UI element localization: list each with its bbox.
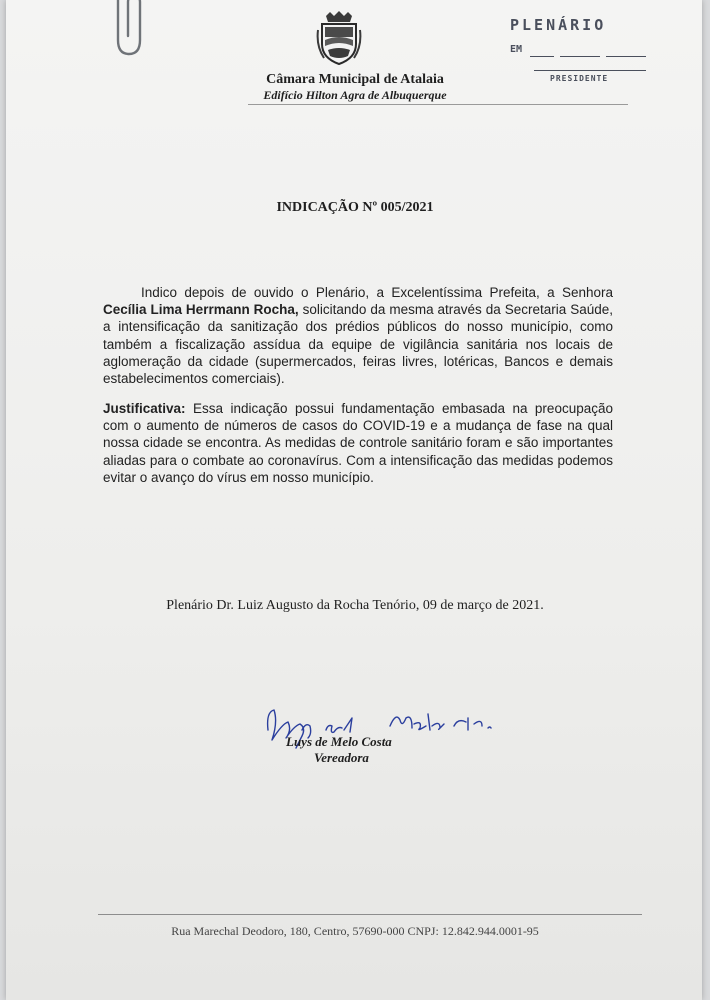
building-name: Edifício Hilton Agra de Albuquerque (263, 88, 447, 102)
document-title: INDICAÇÃO Nº 005/2021 (276, 200, 434, 215)
stamp-title: PLENÁRIO (510, 16, 607, 34)
header-divider (248, 104, 628, 105)
stamp-date-rule (606, 56, 646, 57)
footer-divider (98, 914, 642, 915)
justification-text: Essa indicação possui fundamentação embasada na preocupação com o aumento de números de casos do COVID-19 e a mudança de fase na qual nossa cidade se encontra. As medidas de controle sanitário foram e são importantes aliadas para o combate ao coronavírus. Com a intensificação das medidas podemos evitar o avanço do vírus em nosso município. (103, 401, 613, 485)
stamp-date-rule (530, 56, 554, 57)
stamp-date-label: EM (510, 44, 523, 55)
stamp-signature-rule (534, 70, 646, 71)
mayor-name: Cecília Lima Herrmann Rocha, (103, 302, 299, 318)
document-page (6, 0, 702, 1000)
stamp-date-rule (560, 56, 600, 57)
footer-address: Rua Marechal Deodoro, 180, Centro, 57690-000 CNPJ: 12.842.944.0001-95 (171, 924, 539, 938)
stamp-president-label: PRESIDENTE (550, 74, 609, 83)
paragraph-intro: Indico depois de ouvido o Plenário, a Excelentíssima Prefeita, a Senhora (141, 285, 613, 300)
paragraph-rest: solicitando da mesma através da Secretaria Saúde, a intensificação da sanitização dos prédios públicos do nosso município, como também a fiscalização assídua da equipe de vigilância sanitária nos locais de aglomeração da cidade (supermercados, feiras livres, lotéricas, Bancos e demais estabelecimentos comerciais). (103, 302, 613, 387)
signer-role: Vereadora (314, 750, 369, 765)
place-and-date: Plenário Dr. Luiz Augusto da Rocha Tenório, 09 de março de 2021. (166, 598, 544, 613)
municipal-coat-of-arms-icon (316, 10, 362, 66)
paper-clip-icon (112, 0, 146, 60)
justification-label: Justificativa: (103, 401, 186, 416)
indication-paragraph (103, 284, 613, 387)
plenario-stamp (504, 12, 654, 82)
justification-paragraph (103, 400, 613, 486)
organization-name: Câmara Municipal de Atalaia (266, 72, 444, 87)
signer-name: Luys de Melo Costa (286, 734, 392, 749)
